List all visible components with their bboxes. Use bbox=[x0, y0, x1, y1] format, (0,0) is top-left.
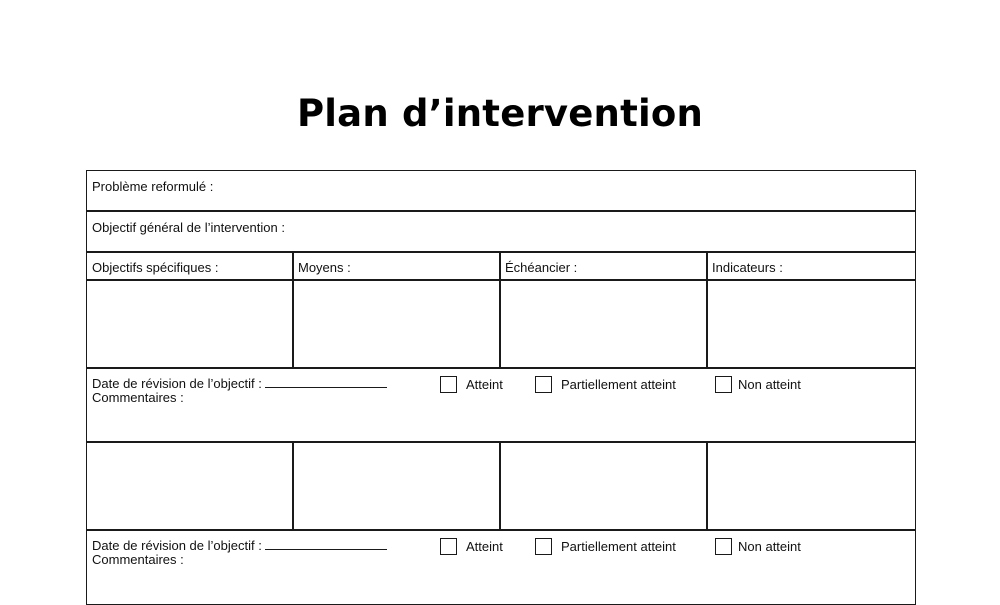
intervention-form bbox=[86, 170, 916, 590]
indicateurs-cell-2[interactable] bbox=[706, 441, 916, 531]
non-atteint-checkbox[interactable] bbox=[715, 376, 732, 393]
atteint-label: Atteint bbox=[466, 377, 503, 392]
revision-block-2 bbox=[86, 529, 916, 605]
non-atteint-label: Non atteint bbox=[738, 377, 801, 392]
atteint-checkbox[interactable] bbox=[440, 376, 457, 393]
partiellement-atteint-checkbox[interactable] bbox=[535, 376, 552, 393]
revision-date-label: Date de révision de l’objectif : bbox=[92, 376, 387, 391]
partiellement-atteint-checkbox[interactable] bbox=[535, 538, 552, 555]
objectif-general-label: Objectif général de l’intervention : bbox=[92, 220, 285, 235]
moyens-cell-1[interactable] bbox=[292, 279, 501, 369]
objectif-general-row[interactable] bbox=[86, 210, 916, 253]
revision-date-label: Date de révision de l’objectif : bbox=[92, 538, 387, 553]
probleme-row[interactable] bbox=[86, 170, 916, 212]
non-atteint-label: Non atteint bbox=[738, 539, 801, 554]
non-atteint-checkbox[interactable] bbox=[715, 538, 732, 555]
header-moyens: Moyens : bbox=[292, 251, 501, 281]
atteint-checkbox[interactable] bbox=[440, 538, 457, 555]
revision-block-1 bbox=[86, 367, 916, 443]
header-objectifs-specifiques: Objectifs spécifiques : bbox=[86, 251, 294, 281]
partiellement-atteint-label: Partiellement atteint bbox=[561, 377, 676, 392]
echeancier-cell-1[interactable] bbox=[499, 279, 708, 369]
commentaires-label: Commentaires : bbox=[92, 390, 184, 405]
header-echeancier: Échéancier : bbox=[499, 251, 708, 281]
echeancier-cell-2[interactable] bbox=[499, 441, 708, 531]
date-blank-line[interactable] bbox=[265, 538, 387, 550]
indicateurs-cell-1[interactable] bbox=[706, 279, 916, 369]
objectif-specifique-cell-2[interactable] bbox=[86, 441, 294, 531]
moyens-cell-2[interactable] bbox=[292, 441, 501, 531]
atteint-label: Atteint bbox=[466, 539, 503, 554]
commentaires-label: Commentaires : bbox=[92, 552, 184, 567]
date-blank-line[interactable] bbox=[265, 376, 387, 388]
page-title: Plan d’intervention bbox=[296, 92, 704, 135]
probleme-label: Problème reformulé : bbox=[92, 179, 214, 194]
header-indicateurs: Indicateurs : bbox=[706, 251, 916, 281]
objectif-specifique-cell-1[interactable] bbox=[86, 279, 294, 369]
partiellement-atteint-label: Partiellement atteint bbox=[561, 539, 676, 554]
